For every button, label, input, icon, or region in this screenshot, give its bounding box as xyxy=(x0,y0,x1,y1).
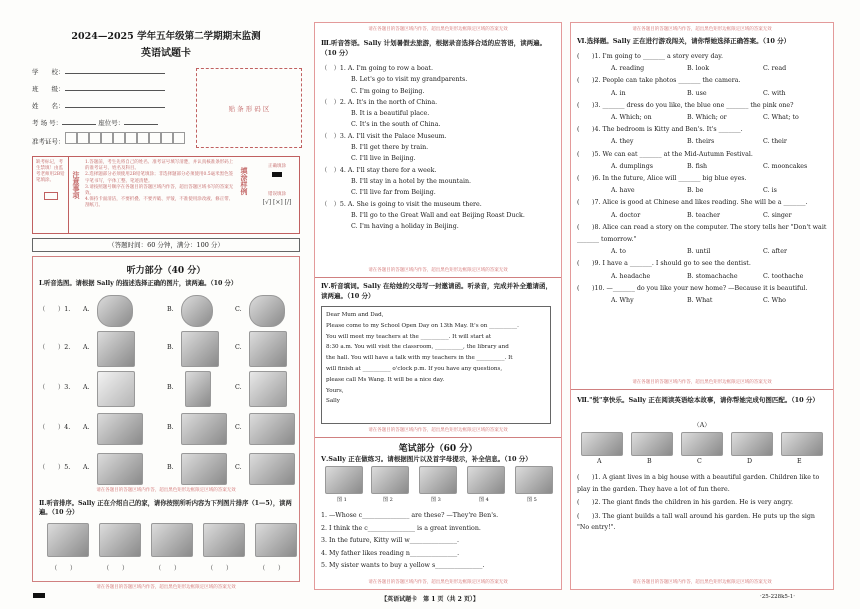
mountain-icon xyxy=(249,413,295,445)
part6-questions xyxy=(577,51,829,307)
listening-title: 听力部分（40 分） xyxy=(126,266,206,276)
room-picture xyxy=(99,523,141,557)
part6-q4[interactable]: ( )4. The bedroom is Kitty and Ben's. It's _______. A. they B. theirs C. their xyxy=(577,126,787,146)
part6-q10[interactable]: ( )10. —_______ do you like your new home? —Because it is beautiful. A. Why B. What C. Who xyxy=(577,284,808,305)
border-note: 请在各题目的答题区域内作答，超出黑色矩形边框限定区域的答案无效 xyxy=(368,27,508,32)
column-2 xyxy=(314,22,562,590)
part3-q5[interactable]: （ ）5. A. She is going to visit the museum there. B. I'll go to the Great Wall and eat Beijing Roast Duck. C. I'm having a holiday in Beijing. xyxy=(321,200,525,231)
part1-row-3: （ ）3. A. B. C. xyxy=(39,369,297,409)
room-picture xyxy=(47,523,89,557)
part7-section-label: （A） xyxy=(693,422,711,429)
student-info xyxy=(32,64,192,151)
part6-title: Ⅵ.选择题。Sally 正在进行游戏闯关，请你帮她选择正确答案。（10 分） xyxy=(577,37,791,45)
border-note: 请在各题目的答题区域内作答，超出黑色矩形边框限定区域的答案无效 xyxy=(632,580,772,585)
footer-code: ·25-228k5-1· xyxy=(760,594,796,600)
room-picture xyxy=(151,523,193,557)
part7-pictures: A B C D E xyxy=(581,432,825,468)
part6-q9[interactable]: ( )9. I have a _______. I should go to see the dentist. A. headache B. stomachache C. toothache xyxy=(577,260,804,280)
part3-section xyxy=(315,35,561,275)
column-1 xyxy=(28,22,304,590)
part7-items[interactable]: ( )1. A giant lives in a big house with a beautiful garden. Children like to play in the garden. They have a lot of fun there. ( )2. The giant finds the children in his garden. He is very angry. ( )3. The giant builds a tall wall around his garden. He puts up the sign "No entry!". xyxy=(577,474,820,531)
garden-picture xyxy=(681,432,723,456)
notice-items: 1.答题前，考生先将自己的姓名、准考证号填写清楚，并认真核准条形码上的准考证号、姓名及科目。 2.选择题部分必须使用2B铅笔填涂；非选择题部分必须使用0.5毫米黑色签字笔书写，字体工整、笔迹清楚。 3.请按照题号顺序在各题目的答题区域内作答，超出答题区域书写的答案无效。 4.保持卡面清洁，不要折叠、不要弄破、弄皱，不准使用涂改液、修正带、刮纸刀。 xyxy=(85,160,234,209)
border-note: 请在各题目的答题区域内作答，超出黑色矩形边框限定区域的答案无效 xyxy=(632,380,772,385)
notice-box xyxy=(32,156,300,234)
skiing-icon xyxy=(97,331,135,367)
clothes-picture xyxy=(325,466,363,494)
part2-pictures xyxy=(39,523,297,559)
watch-icon xyxy=(97,295,133,327)
part3-q1[interactable]: （ ）1. A. I'm going to row a boat. B. Let's go to visit my grandparents. C. I'm going to Beijing. xyxy=(321,65,468,95)
part2-title: Ⅱ.听音排序。Sally 正在介绍自己的家，请你按照所听内容为下列图片排序（1—5），读两遍。（10 分） xyxy=(39,500,292,516)
writing-picture xyxy=(419,466,457,494)
part6-q2[interactable]: ( )2. People can take photos _______ the camera. A. in B. use C. with xyxy=(577,77,786,97)
ticket-no-field[interactable]: 准考证号： xyxy=(32,132,192,151)
border-note: 请在各题目的答题区域内作答，超出黑色矩形边框限定区域的答案无效 xyxy=(368,580,508,585)
garden-picture xyxy=(631,432,673,456)
border-note: 请在各题目的答题区域内作答，超出黑色矩形边框限定区域的答案无效 xyxy=(96,488,236,493)
part4-title: Ⅳ.听音填词。Sally 在给她的父母写一封邀请函。听录音，完成并补全邀请函，读两遍。（10 分） xyxy=(321,282,553,300)
part6-q6[interactable]: ( )6. In the future, Alice will _______ big blue eyes. A. have B. be C. is xyxy=(577,175,777,195)
card-subtitle: 英语试题卡 xyxy=(141,48,191,59)
tower-icon xyxy=(249,453,295,485)
room-picture xyxy=(203,523,245,557)
part5-pictures: 图 1 图 2 图 3 图 4 图 5 xyxy=(321,466,557,506)
writing-section xyxy=(315,437,561,584)
city-icon xyxy=(181,453,227,485)
part3-q3[interactable]: （ ）3. A. I'll visit the Palace Museum. B. I'll get there by train. C. I'll live in Beijing. xyxy=(321,132,447,163)
part5-sentences[interactable]: 1. —Whose c_______________ are these? —They're Ben's. 2. I think the c_______________ is a great invention. 3. In the future, Kitty will w_______________. 4. My father likes reading n_______________. 5. My sister wants to buy a yellow s_______________. xyxy=(321,512,499,569)
class-field[interactable]: 班 级： xyxy=(32,81,192,98)
part3-q4[interactable]: （ ）4. A. I'll stay there for a week. B. I'll stay in a hotel by the mountain. C. I'll live far from Beijing. xyxy=(321,166,472,197)
sea-icon xyxy=(97,413,143,445)
part6-q1[interactable]: ( )1. I'm going to _______ a story every day. A. reading B. look C. read xyxy=(577,53,787,73)
part1-rows xyxy=(39,293,297,489)
clock-icon xyxy=(181,295,213,327)
part3-questions xyxy=(321,63,559,232)
pants-icon xyxy=(185,371,211,407)
exam-room-field[interactable]: 考 场 号： 座位号： xyxy=(32,115,192,132)
room-picture xyxy=(255,523,297,557)
barcode-area: 贴 条 形 码 区 xyxy=(196,68,302,148)
part5-title: Ⅴ.Sally 正在做练习。请根据图片以及首字母提示，补全信息。（10 分） xyxy=(321,455,532,463)
kids-icon xyxy=(181,331,219,367)
part1-row-2: （ ）2. A. B. C. xyxy=(39,329,297,369)
part1-title: Ⅰ.听音选图。请根据 Sally 的描述选择正确的图片，读两遍。（10 分） xyxy=(39,280,238,287)
invitation-letter: Dear Mum and Dad, Please come to my School Open Day on 13th May. It's on __________. You will meet my teachers at the __________. It will start at 8:30 a.m. You will visit the classroom, __________, the library and the hall. You will have a talk with my teachers in the __________. It will finish at __________ o'clock p.m. If you have any questions, please call Ms Wang. It will be a nice day. Yours, Sally xyxy=(321,306,551,424)
watch-icon xyxy=(249,295,285,327)
fill-wrong: 错误填涂 [√] [×] [/] xyxy=(262,192,292,206)
part3-title: Ⅲ.听音答语。Sally 计划暑假去旅游，根据录音选择合适的应答语，读两遍。（10 分） xyxy=(321,39,547,57)
part4-section xyxy=(315,277,561,434)
garden-picture xyxy=(781,432,823,456)
shirt-icon xyxy=(249,371,287,407)
exam-title: 2024—2025 学年五年级第二学期期末监测 xyxy=(71,31,261,42)
part6-q8[interactable]: ( )8. Alice can read a story on the computer. The story tells her "Don't wait _______ tomorrow." A. to B. until C. after xyxy=(577,223,827,256)
listening-section: 听力部分（40 分） Ⅰ.听音选图。请根据 Sally 的描述选择正确的图片，读两遍。（10 分） （ ）1. A. B. C. （ ）2. A. B. C. （ ）3. A. B. C. （ ）4. A. B. C. （ ）5. A. B. C. 请在各题目的答题区域内作答，超出黑色矩形边框限定区域的答案无效 Ⅱ.听音排序。Sally 正在介绍自己的家，请你按照所听内容为下列图片排序（1—5），读两遍。（10 分） （ ） （ ） （ ） （ ） （ ） xyxy=(32,256,300,582)
newspaper-picture xyxy=(467,466,505,494)
border-note: 请在各题目的答题区域内作答，超出黑色矩形边框限定区域的答案无效 xyxy=(368,268,508,273)
part1-row-5: （ ）5. A. B. C. xyxy=(39,449,297,489)
t-shirt-icon xyxy=(97,371,135,407)
garden-picture xyxy=(581,432,623,456)
part7-section xyxy=(571,389,833,584)
part6-q5[interactable]: ( )5. We can eat _______ at the Mid-Autumn Festival. A. dumplings B. fish C. mooncakes xyxy=(577,150,808,170)
island-icon xyxy=(97,453,143,485)
part3-q2[interactable]: （ ）2. A. It's in the north of China. B. It is a beautiful place. C. It's in the south of China. xyxy=(321,98,441,129)
shirt-picture xyxy=(515,466,553,494)
column-3 xyxy=(570,22,834,590)
part1-row-4: （ ）4. A. B. C. xyxy=(39,409,297,449)
temple-icon xyxy=(181,413,227,445)
garden-picture xyxy=(731,432,773,456)
border-note: 请在各题目的答题区域内作答，超出黑色矩形边框限定区域的答案无效 xyxy=(632,27,772,32)
border-note: 请在各题目的答题区域内作答，超出黑色矩形边框限定区域的答案无效 xyxy=(96,585,236,590)
footer-page: 【英语试题卡 第 1 页（共 2 页）】 xyxy=(381,596,479,603)
camera-picture xyxy=(371,466,409,494)
part7-title: Ⅶ."悦"享快乐。Sally 正在阅读英语绘本故事，请你帮她完成句图匹配。（10 分） xyxy=(577,396,819,404)
name-field[interactable]: 姓 名： xyxy=(32,98,192,115)
fill-correct: 正确填涂 xyxy=(255,163,299,180)
border-note: 请在各题目的答题区域内作答，超出黑色矩形边框限定区域的答案无效 xyxy=(368,428,508,433)
skating-icon xyxy=(249,331,287,367)
school-field[interactable]: 学 校： xyxy=(32,64,192,81)
part1-row-1: （ ）1. A. B. C. xyxy=(39,293,297,329)
writing-title: 笔试部分（60 分） xyxy=(398,444,478,454)
exam-meta-box: （答题时间：60 分钟，满分：100 分） xyxy=(32,238,300,252)
part6-q7[interactable]: ( )7. Alice is good at Chinese and likes reading. She will be a _______. A. doctor B. teacher C. singer xyxy=(577,199,808,219)
fill-example-title: 填涂样例 xyxy=(240,167,249,195)
notice-title: 注意事项 xyxy=(72,171,81,199)
part6-q3[interactable]: ( )3. _______ dress do you like, the blue one _______ the pink one? A. Which; on B. Which; or C. What; to xyxy=(577,101,799,122)
absent-mark: 缺考标记，考生禁填！由监考老师用2B铅笔填涂。 xyxy=(33,157,69,233)
